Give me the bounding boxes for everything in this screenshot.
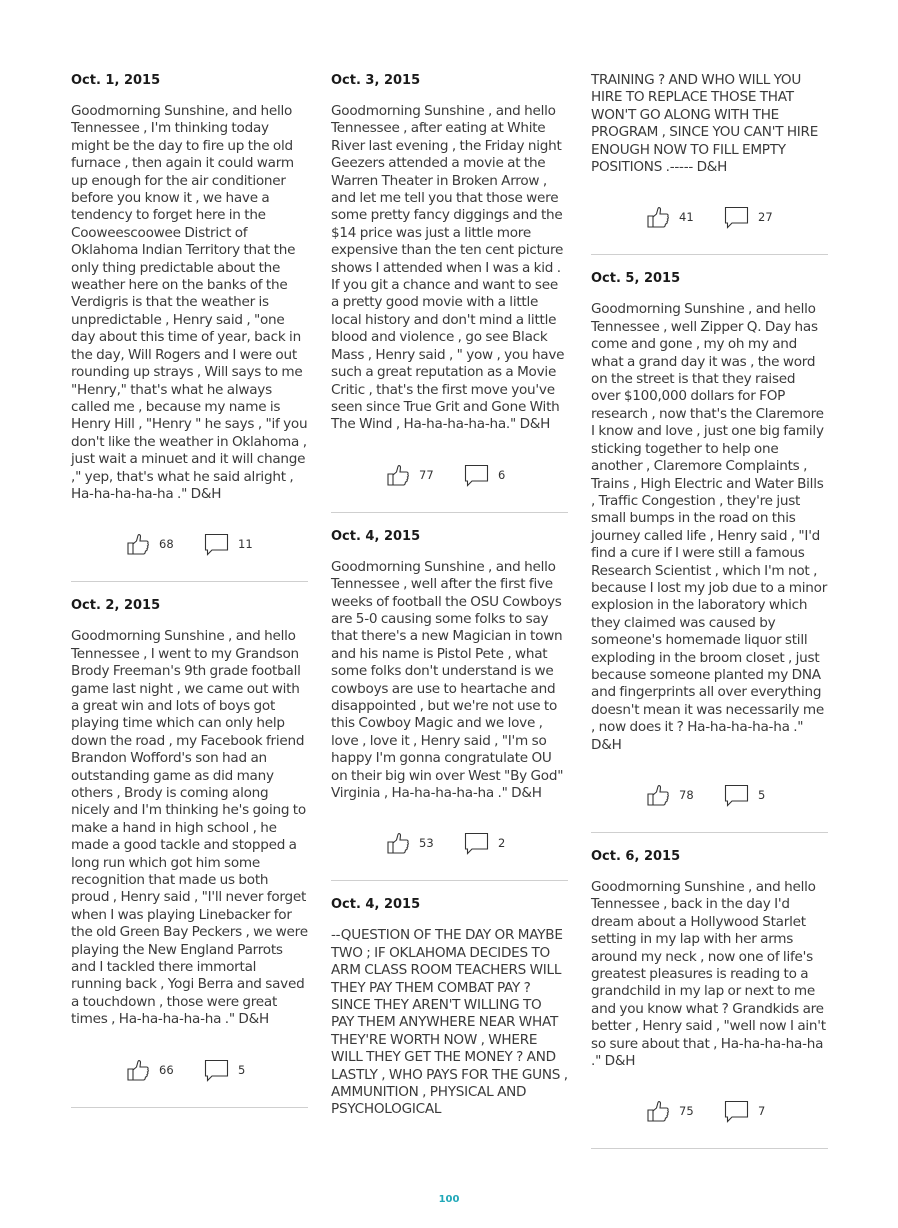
comment-count: 6 xyxy=(498,467,506,482)
post-oct-1 xyxy=(71,72,308,582)
post-oct-6 xyxy=(591,848,828,1149)
like-button[interactable] xyxy=(646,783,694,807)
post-oct-4-question-continued xyxy=(591,72,828,255)
post-actions xyxy=(331,823,568,863)
divider xyxy=(591,832,828,833)
divider xyxy=(591,254,828,255)
post-date: Oct. 6, 2015 xyxy=(591,849,681,864)
comment-count: 2 xyxy=(498,836,506,851)
post-text: Goodmorning Sunshine , and hello Tennessee , after eating at White River last evening , the Friday night Geezers attended a movie at the Warren Theater in Broken Arrow , and let me tell you that those were some pretty fancy diggings and the $14 price was just a little more expensive than the ten cent picture shows I attended when I was a kid . If you git a chance and want to see a pretty good movie with a little local history and don't mind a little blood and violence , go see Black Mass , Henry said , " yow , you have such a great reputation as a Movie Critic , that's the first move you've seen since True Grit and Gone With The Wind , Ha-ha-ha-ha-ha." D&H xyxy=(331,103,565,433)
comment-button[interactable] xyxy=(464,463,505,487)
divider xyxy=(331,880,568,881)
post-actions xyxy=(71,1050,308,1090)
post-actions xyxy=(331,455,568,495)
post-actions xyxy=(591,1091,828,1131)
comment-button[interactable] xyxy=(724,1099,765,1123)
post-text: TRAINING ? AND WHO WILL YOU HIRE TO REPLACE THOSE THAT WON'T GO ALONG WITH THE PROGRAM , SINCE YOU CAN'T HIRE ENOUGH NOW TO FILL EMPTY POSITIONS .----- D&H xyxy=(591,72,819,176)
post-date: Oct. 4, 2015 xyxy=(331,528,421,544)
thumbs-up-icon xyxy=(646,1099,670,1123)
comment-count: 7 xyxy=(758,1104,766,1119)
like-button[interactable] xyxy=(386,463,434,487)
post-oct-2 xyxy=(71,597,308,1107)
comment-count: 27 xyxy=(758,210,773,225)
post-text: --QUESTION OF THE DAY OR MAYBE TWO ; IF OKLAHOMA DECIDES TO ARM CLASS ROOM TEACHERS WILL THEY PAY THEM COMBAT PAY ?SINCE THEY AREN'T WILLING TO PAY THEM ANYWHERE NEAR WHAT THEY'RE WORTH NOW , WHERE WILL THEY GET THE MONEY ? AND LASTLY , WHO PAYS FOR THE GUNS , AMMUNITION , PHYSICAL AND PSYCHOLOGICAL xyxy=(331,927,568,1118)
like-button[interactable] xyxy=(126,1058,174,1082)
post-text: Goodmorning Sunshine , and hello Tennessee , well after the first five weeks of football the OSU Cowboys are 5-0 causing some folks to say that there's a new Magician in town and his name is Pistol Pete , what some folks don't understand is we cowboys are use to heartache and disappointed , but we're not use to this Cowboy Magic and we love , love , love it , Henry said , "I'm so happy I'm gonna congratulate OU on their big win over West "By God" Virginia , Ha-ha-ha-ha-ha ." D&H xyxy=(331,558,564,801)
post-oct-3 xyxy=(331,72,568,513)
post-date: Oct. 2, 2015 xyxy=(71,598,161,614)
post-oct-4-question xyxy=(331,896,568,1118)
comment-button[interactable] xyxy=(464,831,505,855)
like-count: 68 xyxy=(159,537,174,552)
comment-count: 11 xyxy=(238,537,253,552)
post-date: Oct. 4, 2015 xyxy=(331,897,421,913)
divider xyxy=(71,1107,308,1108)
comment-bubble-icon xyxy=(204,532,229,556)
comment-button[interactable] xyxy=(724,205,773,229)
like-button[interactable] xyxy=(126,532,174,556)
post-text: Goodmorning Sunshine, and hello Tennessee , I'm thinking today might be the day to fire up the old furnace , then again it could warm up enough for the air conditioner before you know it , we have a tendency to forget here in the Cooweescoowee District of Oklahoma Indian Territory that the only thing predictable about the weather here on the banks of the Verdigris is that the weather is unpredictable , Henry said , "one day about this time of year, back in the day, Will Rogers and I were out rounding up strays , Will says to me "Henry," that's what he always called me , because my name is Henry Hill , "Henry " he says , "if you don't like the weather in Oklahoma , just wait a minuet and it will change ," yep, that's what he said alright , Ha-ha-ha-ha-ha ." D&H xyxy=(71,103,308,502)
comment-bubble-icon xyxy=(724,783,749,807)
page-number: 100 xyxy=(438,1194,460,1205)
comment-button[interactable] xyxy=(724,783,765,807)
thumbs-up-icon xyxy=(386,831,410,855)
thumbs-up-icon xyxy=(126,1058,150,1082)
thumbs-up-icon xyxy=(646,783,670,807)
comment-button[interactable] xyxy=(204,1058,245,1082)
post-text: Goodmorning Sunshine , and hello Tennessee , I went to my Grandson Brody Freeman's 9th grade football game last night , we came out with a great win and lots of boys got playing time which can only help down the road , my Facebook friend Brandon Wofford's son had an outstanding game as did many others , Brody is coming along nicely and I'm thinking he's going to make a hand in high school , he made a good tackle and stopped a long run which got him some recognition that made us both proud , Henry said , "I'll never forget when I was playing Linebacker for the old Green Bay Peckers , we were playing the New England Parrots and I tackled there immortal running back , Yogi Berra and saved a touchdown , those were great times , Ha-ha-ha-ha-ha ." D&H xyxy=(71,628,308,1028)
post-date: Oct. 1, 2015 xyxy=(71,73,161,88)
comment-bubble-icon xyxy=(204,1058,229,1082)
like-count: 53 xyxy=(419,836,434,851)
comment-count: 5 xyxy=(238,1062,246,1077)
post-actions xyxy=(591,197,828,237)
thumbs-up-icon xyxy=(386,463,410,487)
thumbs-up-icon xyxy=(646,205,670,229)
post-oct-4 xyxy=(331,528,568,882)
post-date: Oct. 3, 2015 xyxy=(331,73,421,88)
column-1 xyxy=(71,70,308,1123)
comment-count: 5 xyxy=(758,788,766,802)
divider xyxy=(591,1148,828,1149)
like-button[interactable] xyxy=(646,205,694,229)
like-count: 75 xyxy=(679,1104,694,1119)
comment-bubble-icon xyxy=(724,205,749,229)
like-button[interactable] xyxy=(646,1099,694,1123)
like-count: 41 xyxy=(679,210,694,225)
like-count: 78 xyxy=(679,788,694,802)
comment-bubble-icon xyxy=(724,1099,749,1123)
divider xyxy=(71,581,308,582)
column-2 xyxy=(331,70,568,1119)
post-actions xyxy=(591,775,828,815)
comment-button[interactable] xyxy=(204,532,253,556)
comment-bubble-icon xyxy=(464,463,489,487)
like-button[interactable] xyxy=(386,831,434,855)
thumbs-up-icon xyxy=(126,532,150,556)
post-actions xyxy=(71,524,308,564)
post-oct-5 xyxy=(591,270,828,833)
like-count: 77 xyxy=(419,467,434,482)
post-date: Oct. 5, 2015 xyxy=(591,271,681,287)
post-text: Goodmorning Sunshine , and hello Tennessee , well Zipper Q. Day has come and gone , my oh my and what a grand day it was , the word on the street is that they raised over $100,000 dollars for FOP research , now that's the Claremore I know and love , just one big family sticking together to help one another , Claremore Complaints , Trains , High Electric and Water Bills , Traffic Congestion , they're just small bumps in the road on this journey called life , Henry said , "I'd find a cure if I were still a famous Research Scientist , which I'm not , because I lost my job due to a minor explosion in the laboratory which they claimed was caused by someone's homemade liquor still exploding in the broom closet , just because someone planted my DNA and fingerprints all over everything doesn't mean it was necessarily me , now does it ? Ha-ha-ha-ha-ha ." D&H xyxy=(591,301,828,753)
comment-bubble-icon xyxy=(464,831,489,855)
post-text: Goodmorning Sunshine , and hello Tennessee , back in the day I'd dream about a Hollywood Starlet setting in my lap with her arms around my neck , now one of life's greatest pleasures is reading to a grandchild in my lap or next to me and you know what ? Grandkids are better , Henry said , "well now I ain't so sure about that , Ha-ha-ha-ha-ha ." D&H xyxy=(591,879,826,1070)
column-3 xyxy=(591,72,828,1164)
divider xyxy=(331,512,568,513)
like-count: 66 xyxy=(159,1062,174,1077)
